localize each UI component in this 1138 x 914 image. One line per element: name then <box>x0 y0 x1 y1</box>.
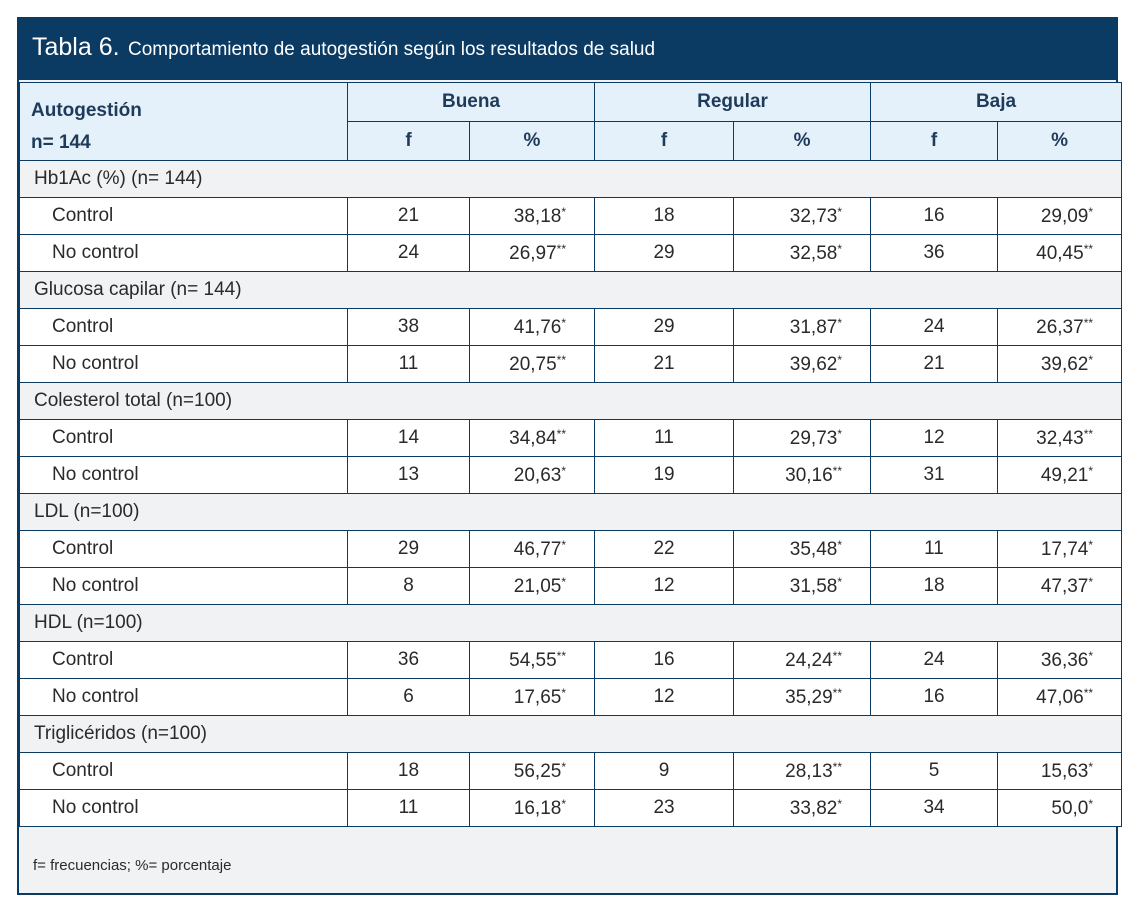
section-label: HDL (n=100) <box>20 605 1122 642</box>
significance-mark: * <box>1088 574 1094 589</box>
frequency-cell: 11 <box>348 790 470 827</box>
table-header <box>20 83 1122 161</box>
percentage-value: 29,73 <box>789 427 838 449</box>
significance-mark: * <box>837 352 843 367</box>
frequency-cell: 34 <box>871 790 998 827</box>
percentage-value: 32,73 <box>789 205 838 227</box>
section-row <box>20 383 1122 420</box>
percentage-cell <box>734 531 871 568</box>
significance-mark: * <box>837 241 843 256</box>
significance-mark: * <box>1088 759 1094 774</box>
table-row <box>20 235 1122 272</box>
significance-mark: ** <box>832 648 843 663</box>
frequency-cell: 14 <box>348 420 470 457</box>
frequency-cell: 21 <box>595 346 734 383</box>
percentage-cell <box>998 531 1122 568</box>
percentage-value: 54,55 <box>509 649 557 671</box>
significance-mark: * <box>561 574 567 589</box>
frequency-cell: 12 <box>595 568 734 605</box>
percentage-value: 26,37 <box>1036 316 1084 338</box>
frequency-cell: 18 <box>348 753 470 790</box>
frequency-cell: 11 <box>871 531 998 568</box>
frequency-cell: 36 <box>871 235 998 272</box>
significance-mark: ** <box>556 426 567 441</box>
table-row <box>20 346 1122 383</box>
corner-header <box>20 83 348 161</box>
frequency-cell: 21 <box>871 346 998 383</box>
percentage-value: 35,48 <box>789 538 838 560</box>
subheader-pct: % <box>470 122 595 161</box>
percentage-value: 49,21 <box>1040 464 1089 486</box>
percentage-value: 35,29 <box>785 686 833 708</box>
subheader-f: f <box>871 122 998 161</box>
row-label: No control <box>20 568 348 605</box>
significance-mark: ** <box>556 352 567 367</box>
section-label: LDL (n=100) <box>20 494 1122 531</box>
table-description: Comportamiento de autogestión según los resultados de salud <box>128 39 656 60</box>
percentage-cell <box>470 531 595 568</box>
percentage-cell <box>734 753 871 790</box>
frequency-cell: 9 <box>595 753 734 790</box>
percentage-cell <box>470 198 595 235</box>
row-label: Control <box>20 198 348 235</box>
frequency-cell: 13 <box>348 457 470 494</box>
section-label: Hb1Ac (%) (n= 144) <box>20 161 1122 198</box>
table-row <box>20 753 1122 790</box>
row-label: Control <box>20 309 348 346</box>
percentage-cell <box>998 790 1122 827</box>
percentage-cell <box>734 642 871 679</box>
significance-mark: ** <box>556 241 567 256</box>
significance-mark: * <box>837 204 843 219</box>
table-frame <box>17 17 1118 895</box>
frequency-cell: 11 <box>595 420 734 457</box>
percentage-cell <box>998 346 1122 383</box>
group-header-buena: Buena <box>348 83 595 122</box>
percentage-cell <box>470 420 595 457</box>
row-label: No control <box>20 346 348 383</box>
percentage-cell <box>734 457 871 494</box>
significance-mark: * <box>1088 204 1094 219</box>
significance-mark: * <box>561 204 567 219</box>
percentage-value: 20,63 <box>513 464 562 486</box>
section-row <box>20 161 1122 198</box>
frequency-cell: 12 <box>871 420 998 457</box>
frequency-cell: 22 <box>595 531 734 568</box>
percentage-value: 33,82 <box>789 797 838 819</box>
percentage-cell <box>734 235 871 272</box>
percentage-value: 40,45 <box>1036 242 1084 264</box>
percentage-cell <box>998 309 1122 346</box>
percentage-value: 20,75 <box>509 353 557 375</box>
percentage-value: 41,76 <box>513 316 562 338</box>
percentage-value: 32,43 <box>1036 427 1084 449</box>
section-label: Colesterol total (n=100) <box>20 383 1122 420</box>
percentage-cell <box>470 346 595 383</box>
row-label: Control <box>20 420 348 457</box>
frequency-cell: 29 <box>595 309 734 346</box>
row-label: No control <box>20 679 348 716</box>
section-row <box>20 605 1122 642</box>
table-row <box>20 309 1122 346</box>
percentage-value: 21,05 <box>513 575 562 597</box>
percentage-cell <box>998 420 1122 457</box>
significance-mark: * <box>1088 796 1094 811</box>
frequency-cell: 12 <box>595 679 734 716</box>
percentage-value: 16,18 <box>513 797 562 819</box>
significance-mark: * <box>1088 648 1094 663</box>
percentage-cell <box>470 679 595 716</box>
section-label: Triglicéridos (n=100) <box>20 716 1122 753</box>
frequency-cell: 16 <box>871 679 998 716</box>
percentage-cell <box>470 309 595 346</box>
percentage-value: 36,36 <box>1040 649 1089 671</box>
percentage-value: 38,18 <box>513 205 562 227</box>
percentage-value: 47,06 <box>1036 686 1084 708</box>
frequency-cell: 6 <box>348 679 470 716</box>
table-title <box>32 33 655 62</box>
group-header-baja: Baja <box>871 83 1122 122</box>
percentage-cell <box>998 457 1122 494</box>
percentage-value: 39,62 <box>789 353 838 375</box>
subheader-pct: % <box>998 122 1122 161</box>
significance-mark: * <box>837 426 843 441</box>
frequency-cell: 11 <box>348 346 470 383</box>
significance-mark: ** <box>832 759 843 774</box>
section-row <box>20 494 1122 531</box>
percentage-cell <box>470 235 595 272</box>
table-row <box>20 679 1122 716</box>
table-number: Tabla 6. <box>32 33 120 61</box>
row-label: No control <box>20 235 348 272</box>
percentage-value: 31,58 <box>789 575 838 597</box>
significance-mark: ** <box>1083 426 1094 441</box>
percentage-cell <box>734 790 871 827</box>
significance-mark: * <box>837 537 843 552</box>
percentage-cell <box>998 568 1122 605</box>
percentage-value: 28,13 <box>785 760 833 782</box>
percentage-cell <box>734 568 871 605</box>
percentage-cell <box>470 642 595 679</box>
percentage-cell <box>998 642 1122 679</box>
significance-mark: * <box>561 796 567 811</box>
significance-mark: * <box>561 685 567 700</box>
percentage-value: 29,09 <box>1040 205 1089 227</box>
significance-mark: ** <box>1083 241 1094 256</box>
frequency-cell: 19 <box>595 457 734 494</box>
percentage-cell <box>734 346 871 383</box>
row-label: No control <box>20 790 348 827</box>
percentage-value: 17,74 <box>1040 538 1089 560</box>
frequency-cell: 8 <box>348 568 470 605</box>
data-table <box>19 82 1122 827</box>
significance-mark: * <box>837 574 843 589</box>
table-row <box>20 457 1122 494</box>
percentage-cell <box>998 679 1122 716</box>
frequency-cell: 21 <box>348 198 470 235</box>
frequency-cell: 16 <box>871 198 998 235</box>
percentage-value: 24,24 <box>785 649 833 671</box>
corner-n: n= 144 <box>31 132 91 153</box>
table-row <box>20 420 1122 457</box>
row-label: Control <box>20 531 348 568</box>
percentage-cell <box>470 457 595 494</box>
significance-mark: * <box>837 796 843 811</box>
frequency-cell: 24 <box>348 235 470 272</box>
table-title-bar <box>19 19 1116 80</box>
frequency-cell: 29 <box>595 235 734 272</box>
table-row <box>20 642 1122 679</box>
percentage-cell <box>734 309 871 346</box>
percentage-value: 56,25 <box>513 760 562 782</box>
percentage-cell <box>998 235 1122 272</box>
table-body <box>20 161 1122 827</box>
frequency-cell: 24 <box>871 309 998 346</box>
percentage-cell <box>470 568 595 605</box>
frequency-cell: 31 <box>871 457 998 494</box>
significance-mark: * <box>561 759 567 774</box>
percentage-cell <box>998 753 1122 790</box>
group-header-regular: Regular <box>595 83 871 122</box>
percentage-value: 50,0 <box>1051 797 1089 819</box>
percentage-value: 26,97 <box>509 242 557 264</box>
table-footnote: f= frecuencias; %= porcentaje <box>33 857 232 874</box>
percentage-cell <box>734 679 871 716</box>
significance-mark: * <box>561 315 567 330</box>
frequency-cell: 18 <box>871 568 998 605</box>
percentage-value: 31,87 <box>789 316 838 338</box>
subheader-f: f <box>348 122 470 161</box>
significance-mark: ** <box>1083 315 1094 330</box>
frequency-cell: 38 <box>348 309 470 346</box>
significance-mark: ** <box>832 463 843 478</box>
frequency-cell: 24 <box>871 642 998 679</box>
row-label: Control <box>20 753 348 790</box>
significance-mark: * <box>1088 537 1094 552</box>
corner-label: Autogestión <box>31 100 142 121</box>
significance-mark: ** <box>832 685 843 700</box>
frequency-cell: 18 <box>595 198 734 235</box>
row-label: Control <box>20 642 348 679</box>
section-row <box>20 716 1122 753</box>
percentage-value: 46,77 <box>513 538 562 560</box>
significance-mark: ** <box>1083 685 1094 700</box>
subheader-pct: % <box>734 122 871 161</box>
frequency-cell: 16 <box>595 642 734 679</box>
percentage-cell <box>998 198 1122 235</box>
frequency-cell: 36 <box>348 642 470 679</box>
significance-mark: * <box>561 537 567 552</box>
table-row <box>20 531 1122 568</box>
frequency-cell: 5 <box>871 753 998 790</box>
table-row <box>20 568 1122 605</box>
significance-mark: * <box>1088 463 1094 478</box>
significance-mark: ** <box>556 648 567 663</box>
significance-mark: * <box>1088 352 1094 367</box>
frequency-cell: 23 <box>595 790 734 827</box>
subheader-f: f <box>595 122 734 161</box>
percentage-cell <box>734 198 871 235</box>
significance-mark: * <box>837 315 843 330</box>
percentage-value: 34,84 <box>509 427 557 449</box>
percentage-cell <box>470 753 595 790</box>
percentage-value: 32,58 <box>789 242 838 264</box>
table-row <box>20 790 1122 827</box>
percentage-value: 17,65 <box>513 686 562 708</box>
frequency-cell: 29 <box>348 531 470 568</box>
row-label: No control <box>20 457 348 494</box>
section-row <box>20 272 1122 309</box>
significance-mark: * <box>561 463 567 478</box>
table-row <box>20 198 1122 235</box>
percentage-value: 47,37 <box>1040 575 1089 597</box>
percentage-value: 15,63 <box>1040 760 1089 782</box>
percentage-cell <box>470 790 595 827</box>
section-label: Glucosa capilar (n= 144) <box>20 272 1122 309</box>
percentage-value: 39,62 <box>1040 353 1089 375</box>
percentage-value: 30,16 <box>785 464 833 486</box>
percentage-cell <box>734 420 871 457</box>
